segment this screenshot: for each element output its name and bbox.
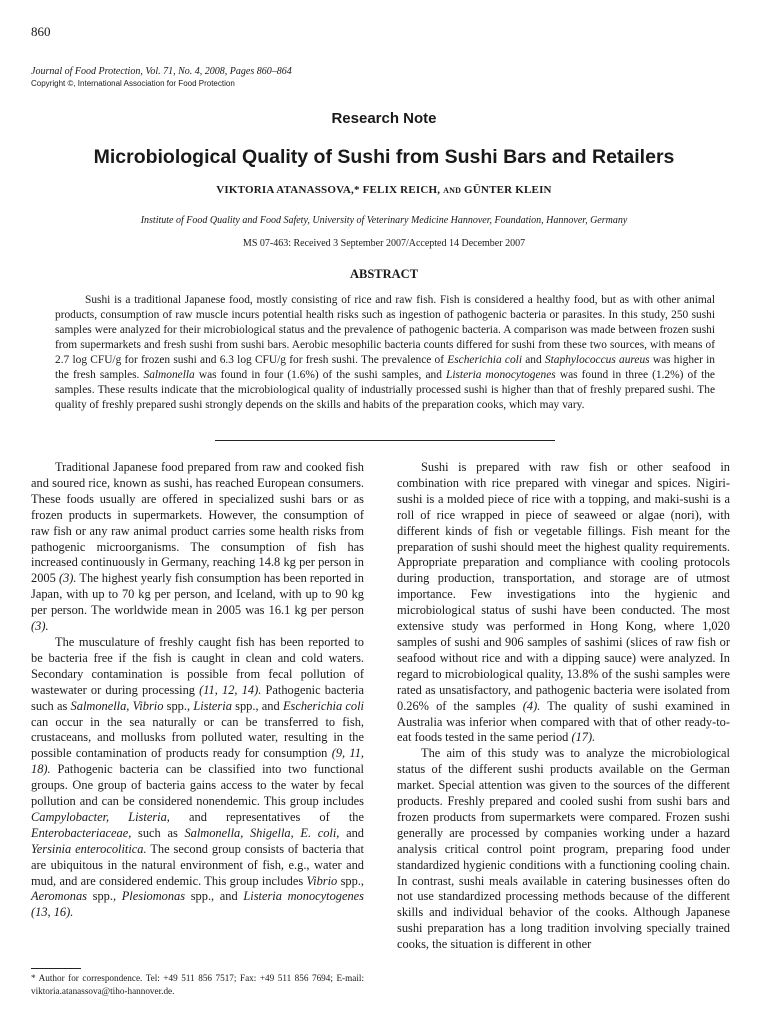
abstract-body: Sushi is a traditional Japanese food, mostly consisting of rice and raw fish. Fish is considered a healthy food, but as with other animal products, consumption of raw muscle incurs potential health risks such as ingestion of pathogenic bacteria or parasites. In this study, 250 sushi samples were analyzed for their microbiological status and the prevalence of pathogenic bacteria. A comparison was made between frozen sushi from supermarkets and fresh sushi from sushi bars. Aerobic mesophilic bacteria counts differed for sushi from these two sources, with means of 2.7 log CFU/g for frozen sushi and 6.3 log CFU/g for fresh sushi. The prevalence of Escherichia coli and Staphylococcus aureus was higher in the fresh samples. Salmonella was found in four (1.6%) of the sushi samples, and Listeria monocytogenes was found in three (1.2%) of the samples. These results indicate that the microbiological quality of industrially processed sushi is higher than that of freshly prepared sushi. The quality of freshly prepared sushi strongly depends on the skills and habits of the preparation cooks, which may vary.	[55, 294, 715, 411]
section-divider	[215, 440, 555, 441]
authors-part2: GÜNTER KLEIN	[461, 184, 552, 196]
copyright-line: Copyright ©, International Association for Food Protection	[31, 79, 235, 88]
author-list	[0, 184, 768, 196]
manuscript-info: MS 07-463: Received 3 September 2007/Accepted 14 December 2007	[242, 238, 526, 249]
paragraph: Sushi is prepared with raw fish or other seafood in combination with rice prepared with vinegar and spices. Nigiri-sushi is a molded piece of rice with a topping, and maki-sushi is a roll of rice wrapped in piece of seaweed or algae (nori), with different kinds of fish or vegetable fillings. Fish meant for the preparation of sushi should meet the highest quality requirements. Appropriate preparation and compliance with cooling protocols during production, transportation, and storage are of utmost importance. Few investigations into the hygienic and microbiological status of sushi have been conducted. The most extensive study was performed in Hong Kong, where 1,020 samples of sushi and 906 samples of sashimi (slices of raw fish or seafood without rice and with a dipping sauce) were analyzed. In regard to microbiological quality, 13.8% of the sushi samples were rated as unsatisfactory, and pathogenic bacteria were isolated from 0.26% of the samples (4). The quality of sushi examined in Australia was inferior when compared with that of other ready-to-eat foods tested in the same period (17).	[397, 460, 731, 745]
paragraph: Traditional Japanese food prepared from raw and cooked fish and soured rice, known as sushi, has reached European consumers. These foods usually are offered in specialized sushi bars or as frozen products in supermarkets. However, the consumption of raw fish or any raw animal product carries some health risks from pathogenic microorganisms. The consumption of fish has increased continuously in Germany, reaching 14.8 kg per person in 2005 (3). The highest yearly fish consumption has been reported in Japan, with up to 70 kg per person, and Iceland, with up to 90 kg per person. The worldwide mean in 2005 was 16.1 kg per person (3).	[31, 460, 364, 634]
correspondence-footnote: * Author for correspondence. Tel: +49 511 856 7517; Fax: +49 511 856 7694; E-mail: viktoria.atanassova@tiho-hannover.de.	[31, 973, 364, 996]
paragraph: The musculature of freshly caught fish has been reported to be bacteria free if the fish is caught in clean and cold waters. Secondary contamination is possible from fecal pollution of wastewater or during processing (11, 12, 14). Pathogenic bacteria such as Salmonella, Vibrio spp., Listeria spp., and Escherichia coli can occur in the sea naturally or can be transferred to fish, crustaceans, and mollusks from polluted water, resulting in the possible contamination of products ready for consumption (9, 11, 18). Pathogenic bacteria can be classified into two functional groups. One group of bacteria gains access to the water by fecal pollution and can be considered nonendemic. This group includes Campylobacter, Listeria, and representatives of the Enterobacteriaceae, such as Salmonella, Shigella, E. coli, and Yersinia enterocolitica. The second group consists of bacteria that are ubiquitous in the natural environment of fish, e.g., water and mud, and are considered endemic. This group includes Vibrio spp., Aeromonas spp., Plesiomonas spp., and Listeria monocytogenes (13, 16).	[31, 634, 364, 920]
authors-and: and	[443, 184, 462, 196]
authors-part1: VIKTORIA ATANASSOVA,* FELIX REICH,	[216, 184, 444, 196]
body-column-left	[31, 460, 364, 921]
journal-citation: Journal of Food Protection, Vol. 71, No. 4, 2008, Pages 860–864	[31, 66, 292, 77]
abstract-heading: ABSTRACT	[349, 267, 419, 281]
footnote-divider	[31, 968, 81, 969]
affiliation: Institute of Food Quality and Food Safety, University of Veterinary Medicine Hannover, Foundation, Hannover, Germany	[140, 215, 628, 226]
paragraph: The aim of this study was to analyze the microbiological status of the different sushi products available on the German market. Special attention was given to the sources of the different products. Freshly prepared and cooled sushi from sushi bars and frozen products from supermarkets were compared. Frozen sushi generally are processed by companies working under a hazard analysis critical control point program, preparing food under standardized hygienic conditions with a functioning cooling chain. In contrast, sushi meals available in catering businesses often do not use standardized processing methods because of the different skills and individual behavior of the cooks. Although Japanese sushi preparation has a long tradition involving specially trained cooks, the situation is different in other	[397, 746, 730, 952]
body-column-right	[397, 460, 730, 953]
article-type-label: Research Note	[331, 110, 437, 127]
page-number: 860	[31, 24, 51, 39]
article-title: Microbiological Quality of Sushi from Sushi Bars and Retailers	[93, 146, 675, 168]
